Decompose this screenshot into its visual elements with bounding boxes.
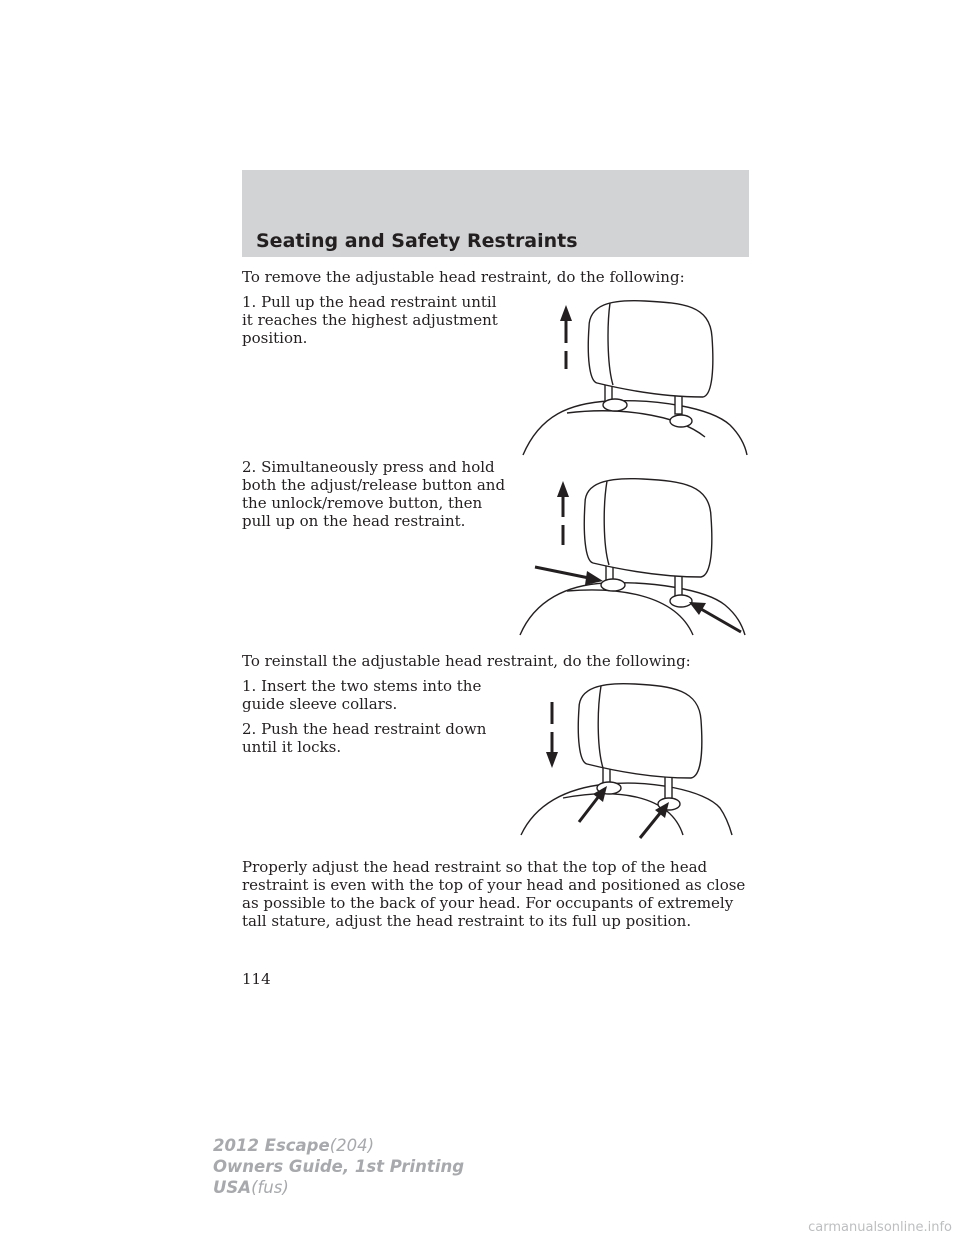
remove-intro: To remove the adjustable head restraint, do the following: — [242, 268, 685, 286]
down-arrow-icon — [546, 702, 558, 768]
reinstall-step-1: 1. Insert the two stems into the guide sleeve collars. — [242, 677, 482, 713]
closing-paragraph: Properly adjust the head restraint so that the top of the head restraint is even with the top of your head and positioned as close as possible to the back of your head. For occupants of extremely tall stature, adjust the head restraint to its full up position. — [242, 858, 746, 930]
head-restraint-push-down-illustration — [515, 680, 745, 840]
document-footer — [213, 1135, 464, 1198]
footer-model-code: (204) — [329, 1136, 375, 1155]
section-title: Seating and Safety Restraints — [256, 230, 578, 252]
head-restraint-press-buttons-illustration — [505, 475, 757, 640]
watermark: carmanualsonline.info — [808, 1220, 952, 1235]
footer-model: 2012 Escape — [213, 1136, 330, 1155]
remove-step-2: 2. Simultaneously press and hold both the adjust/release button and the unlock/remove button, then pull up on the head restraint. — [242, 458, 506, 530]
unlock-remove-button-arrow-icon — [689, 602, 741, 632]
seat-back-outline — [520, 583, 745, 635]
page-number: 114 — [242, 970, 271, 988]
footer-market-line — [213, 1177, 464, 1198]
up-arrow-icon — [557, 481, 569, 545]
head-restraint-pull-up-illustration — [515, 295, 755, 460]
headrest-pad — [578, 684, 702, 778]
headrest-pad — [588, 301, 713, 397]
seat-back-outline — [523, 401, 747, 455]
footer-guide: Owners Guide, 1st Printing — [213, 1157, 465, 1176]
adjust-release-button-arrow-icon — [535, 567, 603, 585]
reinstall-intro: To reinstall the adjustable head restraint, do the following: — [242, 652, 691, 670]
right-stem-arrow-icon — [640, 802, 669, 838]
headrest-pad — [584, 479, 712, 577]
reinstall-step-2: 2. Push the head restraint down until it locks. — [242, 720, 487, 756]
section-header — [242, 170, 749, 257]
remove-step-1: 1. Pull up the head restraint until it reaches the highest adjustment position. — [242, 293, 498, 347]
footer-model-line — [213, 1135, 464, 1156]
seat-back-outline — [521, 783, 732, 835]
left-stem-arrow-icon — [579, 786, 607, 822]
up-arrow-icon — [560, 305, 572, 369]
footer-market-code: (fus) — [251, 1178, 289, 1197]
footer-market: USA — [213, 1178, 252, 1197]
